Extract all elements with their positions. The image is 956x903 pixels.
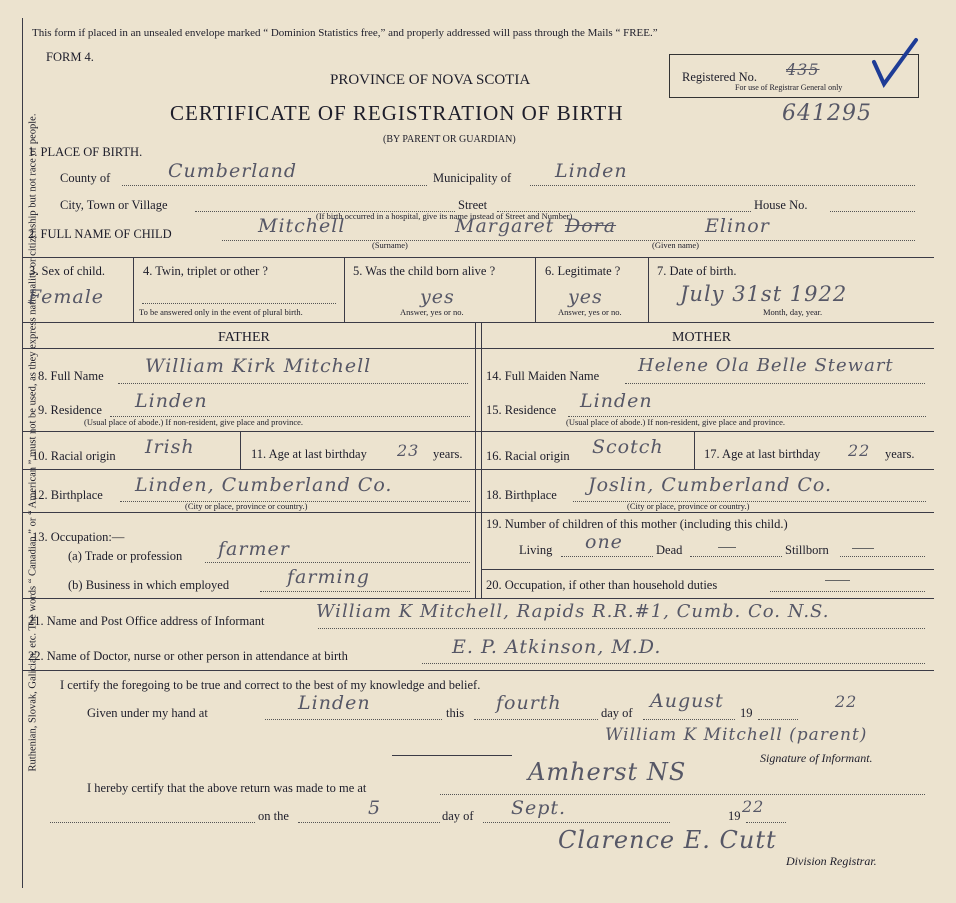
province-heading: PROVINCE OF NOVA SCOTIA — [330, 72, 531, 88]
alive-note: Answer, yes or no. — [400, 307, 464, 317]
mail-notice: This form if placed in an unsealed envelope marked “ Dominion Statistics free,” and properly addressed will pass through the Mails “ FREE.” — [32, 27, 658, 39]
twin-note: To be answered only in the event of plural birth. — [139, 307, 303, 317]
return-day: 5 — [368, 797, 382, 819]
registrar-caption: Division Registrar. — [786, 854, 877, 868]
certify-statement: I certify the foregoing to be true and correct to the best of my knowledge and belief. — [60, 678, 481, 692]
business-value: farming — [287, 566, 370, 588]
mother-name-label: 14. Full Maiden Name — [486, 369, 600, 383]
dob-label: 7. Date of birth. — [657, 264, 737, 278]
child-given: Margaret — [455, 215, 555, 237]
place-heading: 1. PLACE OF BIRTH. — [28, 145, 143, 159]
this-label: this — [446, 706, 465, 720]
given-under-label: Given under my hand at — [87, 706, 208, 720]
dob-note: Month, day, year. — [763, 307, 823, 317]
municipality-value: Linden — [555, 160, 628, 182]
child-surname: Mitchell — [258, 215, 346, 237]
return-year: 22 — [742, 797, 765, 816]
return-year-prefix: 19 — [728, 809, 741, 823]
father-race-label: 10. Racial origin — [32, 449, 116, 463]
living-value: one — [585, 531, 623, 553]
dob-value: July 31st 1922 — [680, 282, 848, 306]
children-label: 19. Number of children of this mother (including this child.) — [486, 517, 788, 531]
mother-residence-note: (Usual place of abode.) If non-resident, give place and province. — [566, 417, 786, 427]
mother-birthplace-label: 18. Birthplace — [486, 488, 557, 502]
city-label: City, Town or Village — [60, 198, 168, 212]
informant-signature: William K Mitchell (parent) — [605, 725, 868, 745]
father-birthplace-label: 12. Birthplace — [32, 488, 103, 502]
father-birthplace: Linden, Cumberland Co. — [135, 474, 393, 496]
father-age: 23 — [397, 441, 420, 460]
given-caption: (Given name) — [652, 240, 699, 250]
stillborn-label: Stillborn — [785, 543, 829, 557]
day-of-label: day of — [601, 706, 633, 720]
street-label: Street — [458, 198, 488, 212]
mother-age-unit: years. — [885, 447, 915, 461]
mother-residence: Linden — [580, 390, 653, 412]
father-residence-label: 9. Residence — [38, 403, 102, 417]
father-birthplace-note: (City or place, province or country.) — [185, 501, 308, 511]
father-heading: FATHER — [218, 330, 270, 345]
on-the-label: on the — [258, 809, 289, 823]
father-name: William Kirk Mitchell — [145, 355, 372, 377]
return-place: Amherst NS — [528, 758, 687, 786]
given-day: fourth — [496, 692, 562, 714]
subtitle: (BY PARENT OR GUARDIAN) — [383, 134, 516, 145]
dead-label: Dead — [656, 543, 683, 557]
mother-race-label: 16. Racial origin — [486, 449, 570, 463]
twin-label: 4. Twin, triplet or other ? — [143, 264, 268, 278]
trade-value: farmer — [218, 538, 290, 560]
hospital-note: (If birth occurred in a hospital, give its name instead of Street and Number) — [316, 211, 573, 221]
legitimate-label: 6. Legitimate ? — [545, 264, 621, 278]
sex-value: Female — [28, 286, 105, 308]
mother-occupation-label: 20. Occupation, if other than household duties — [486, 578, 718, 592]
informant-value: William K Mitchell, Rapids R.R.#1, Cumb. Co. N.S. — [316, 601, 830, 622]
mother-name: Helene Ola Belle Stewart — [638, 355, 894, 376]
mother-age-label: 17. Age at last birthday — [704, 447, 821, 461]
child-given-2: Elinor — [705, 215, 770, 237]
registered-label: Registered No. — [682, 70, 757, 84]
checkmark-icon — [866, 34, 926, 94]
mother-birthplace: Joslin, Cumberland Co. — [588, 474, 833, 496]
child-name-label: 2. FULL NAME OF CHILD — [28, 227, 172, 241]
given-place: Linden — [298, 692, 371, 714]
mother-age: 22 — [848, 441, 871, 460]
father-residence: Linden — [135, 390, 208, 412]
registered-note: For use of Registrar General only — [735, 83, 843, 92]
legitimate-note: Answer, yes or no. — [558, 307, 622, 317]
informant-label: 21. Name and Post Office address of Informant — [28, 614, 265, 628]
year-prefix: 19 — [740, 706, 753, 720]
informant-signature-caption: Signature of Informant. — [760, 751, 873, 765]
form-number: FORM 4. — [46, 50, 94, 64]
doctor-value: E. P. Atkinson, M.D. — [452, 636, 662, 658]
father-age-label: 11. Age at last birthday — [251, 447, 367, 461]
father-race: Irish — [145, 436, 195, 458]
father-age-unit: years. — [433, 447, 463, 461]
legitimate-value: yes — [568, 286, 603, 308]
given-month: August — [650, 690, 724, 712]
mother-race: Scotch — [592, 436, 664, 458]
mother-birthplace-note: (City or place, province or country.) — [627, 501, 750, 511]
day-of-label-2: day of — [442, 809, 474, 823]
alive-label: 5. Was the child born alive ? — [353, 264, 496, 278]
registrar-signature: Clarence E. Cutt — [558, 826, 777, 854]
house-label: House No. — [754, 198, 808, 212]
county-value: Cumberland — [168, 160, 298, 182]
side-border — [22, 18, 23, 888]
mother-heading: MOTHER — [672, 330, 732, 345]
trade-label: (a) Trade or profession — [68, 549, 183, 563]
municipality-label: Municipality of — [433, 171, 512, 185]
child-struck-name: Dora — [565, 215, 617, 237]
sex-label: 3. Sex of child. — [29, 264, 106, 278]
return-label: I hereby certify that the above return was made to me at — [87, 781, 367, 795]
doctor-label: 22. Name of Doctor, nurse or other person in attendance at birth — [28, 649, 348, 663]
mother-residence-label: 15. Residence — [486, 403, 557, 417]
father-name-label: 8. Full Name — [38, 369, 104, 383]
county-label: County of — [60, 171, 111, 185]
father-occupation-label: 13. Occupation:— — [32, 530, 125, 544]
father-residence-note: (Usual place of abode.) If non-resident, give place and province. — [84, 417, 304, 427]
side-notice: Ruthenian, Slovak, Galician, etc. The words “ Canadian ” or “ American ” must not be used, as they express nationality or citizenship but not race or people. — [27, 113, 39, 772]
living-label: Living — [519, 543, 553, 557]
page-title: CERTIFICATE OF REGISTRATION OF BIRTH — [170, 101, 624, 125]
business-label: (b) Business in which employed — [68, 578, 230, 592]
alive-value: yes — [420, 286, 455, 308]
title-number: 641295 — [782, 101, 872, 126]
registered-value: 435 — [786, 60, 820, 79]
surname-caption: (Surname) — [372, 240, 408, 250]
given-year: 22 — [835, 692, 858, 711]
return-month: Sept. — [511, 797, 567, 819]
